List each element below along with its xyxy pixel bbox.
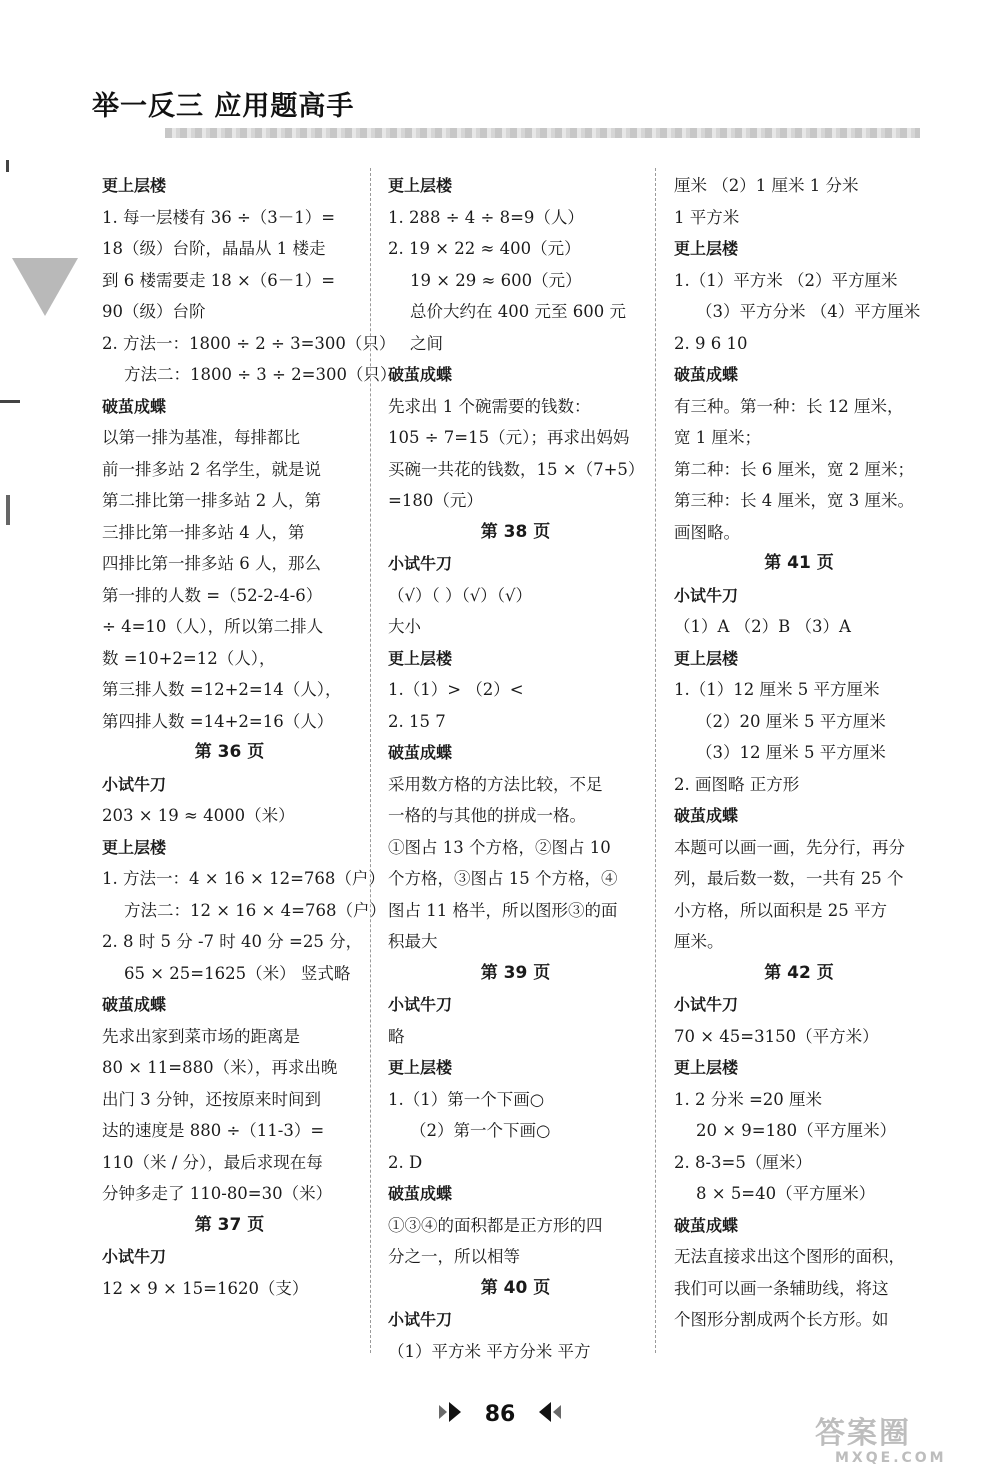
answer-line: 12 × 9 × 15=1620（支）	[102, 1278, 309, 1298]
answer-line: 1. 2 分米 =20 厘米	[674, 1089, 823, 1109]
section-heading: 小试牛刀	[674, 585, 739, 605]
answer-line: （1）平方米 平方分米 平方	[388, 1341, 591, 1361]
answer-line: 1.（1）平方米 （2）平方厘米	[674, 270, 898, 290]
answer-line: 数 =10+2=12（人），	[102, 648, 276, 668]
answer-line: 方法二：1800 ÷ 3 ÷ 2=300（只）	[124, 365, 397, 384]
answer-line: 我们可以画一条辅助线，将这	[674, 1278, 889, 1298]
section-heading: 更上层楼	[674, 1058, 739, 1077]
section-heading: 小试牛刀	[102, 774, 167, 794]
section-heading: 更上层楼	[388, 176, 453, 195]
answer-line: 以第一排为基准，每排都比	[102, 428, 300, 447]
answer-line: 2. 9 6 10	[674, 333, 748, 353]
answer-line: 买碗一共花的钱数，15 ×（7+5）	[388, 459, 645, 479]
answer-line: ÷ 4=10（人），所以第二排人	[102, 617, 324, 636]
backward-arrows-icon	[529, 1401, 563, 1427]
section-heading: 小试牛刀	[102, 1247, 167, 1266]
answer-line: 2. D	[388, 1152, 423, 1172]
answer-line: 小方格，所以面积是 25 平方	[674, 900, 887, 920]
answer-line: 前一排多站 2 名学生，就是说	[102, 459, 321, 479]
answer-line: 出门 3 分钟，还按原来时间到	[102, 1089, 321, 1109]
section-heading: 小试牛刀	[674, 995, 739, 1014]
edge-mark	[0, 400, 20, 403]
answer-line: 厘米。	[674, 932, 724, 951]
answer-line: 2. 8-3=5（厘米）	[674, 1152, 812, 1172]
column-divider	[370, 168, 371, 1353]
answer-line: 80 × 11=880（米），再求出晚	[102, 1058, 338, 1077]
column-divider	[655, 168, 656, 1353]
answer-line: 第三排人数 =12+2=14（人），	[102, 680, 342, 699]
answer-line: （1）A （2）B （3）A	[674, 617, 851, 636]
section-heading: 更上层楼	[674, 239, 739, 258]
answer-line: 先求出 1 个碗需要的钱数：	[388, 396, 591, 416]
answer-line: 1. 方法一：4 × 16 × 12=768（户）	[102, 869, 385, 888]
answer-line: 大小	[388, 617, 421, 636]
section-heading: 小试牛刀	[388, 554, 453, 573]
answer-line: 2. 8 时 5 分 -7 时 40 分 =25 分，	[102, 932, 363, 951]
answer-line: 宽 1 厘米；	[674, 428, 761, 447]
answer-line: （3）12 厘米 5 平方厘米	[696, 743, 886, 762]
answer-line: 本题可以画一画，先分行，再分	[674, 837, 905, 857]
section-heading: 更上层楼	[102, 176, 167, 195]
answer-line: 1.（1）第一个下画○	[388, 1089, 545, 1109]
watermark-logo	[815, 1418, 975, 1470]
answer-line: 分钟多走了 110-80=30（米）	[102, 1184, 333, 1203]
book-title: 举一反三 应用题高手	[92, 91, 355, 122]
watermark-text: 答案圈	[815, 1416, 911, 1451]
answer-line: 第二种：长 6 厘米，宽 2 厘米；	[674, 459, 914, 479]
answer-line: 有三种。第一种：长 12 厘米，	[674, 396, 904, 416]
answer-column-middle	[388, 170, 643, 1367]
answer-line: 第二排比第一排多站 2 人，第	[102, 491, 321, 510]
section-heading: 破茧成蝶	[674, 806, 739, 825]
section-heading: 破茧成蝶	[674, 1215, 739, 1235]
answer-line: 到 6 楼需要走 18 ×（6－1）=	[102, 270, 336, 290]
answer-line: ①图占 13 个方格，②图占 10	[388, 837, 611, 857]
answer-line: 1 平方米	[674, 207, 740, 227]
page-number: 86	[484, 1401, 516, 1427]
page-heading: 第 36 页	[194, 742, 265, 762]
answer-line: （2）20 厘米 5 平方厘米	[696, 711, 886, 731]
answer-line: 8 × 5=40（平方厘米）	[696, 1184, 876, 1203]
answer-line: 203 × 19 ≈ 4000（米）	[102, 806, 295, 825]
answer-line: 第三种：长 4 厘米，宽 3 厘米。	[674, 491, 914, 510]
answer-line: 70 × 45=3150（平方米）	[674, 1026, 879, 1046]
answer-line: 2. 画图略 正方形	[674, 774, 800, 794]
answer-line: 65 × 25=1625（米） 竖式略	[124, 963, 351, 983]
answer-line: 采用数方格的方法比较，不足	[388, 774, 603, 794]
answer-line: =180（元）	[388, 491, 483, 510]
answer-line: 2. 19 × 22 ≈ 400（元）	[388, 239, 581, 258]
answer-line: 第一排的人数 =（52-2-4-6）	[102, 585, 323, 605]
answer-line: 1. 每一层楼有 36 ÷（3－1）=	[102, 207, 336, 227]
answer-line: 20 × 9=180（平方厘米）	[696, 1121, 897, 1140]
answer-column-left	[102, 170, 397, 1304]
answer-line: 四排比第一排多站 6 人，那么	[102, 554, 321, 573]
answer-line: （2）第一个下画○	[410, 1121, 551, 1140]
section-heading: 更上层楼	[102, 837, 167, 857]
answer-line: 2. 方法一：1800 ÷ 2 ÷ 3=300（只）	[102, 333, 396, 353]
answer-line: （√）（ ）（√）（√）	[388, 585, 533, 605]
answer-line: ①③④的面积都是正方形的四	[388, 1215, 603, 1235]
answer-line: 1.（1）> （2）<	[388, 680, 524, 699]
section-heading: 破茧成蝶	[102, 396, 167, 416]
answer-line: 18（级）台阶，晶晶从 1 楼走	[102, 239, 326, 258]
answer-line: 达的速度是 880 ÷（11-3）=	[102, 1121, 325, 1140]
section-heading: 破茧成蝶	[102, 995, 167, 1014]
answer-line: 之间	[410, 333, 443, 353]
page-heading: 第 42 页	[764, 962, 834, 983]
answer-line: 一格的与其他的拼成一格。	[388, 806, 586, 825]
answer-line: 个图形分割成两个长方形。如	[674, 1310, 889, 1329]
answer-line: 1.（1）12 厘米 5 平方厘米	[674, 680, 880, 699]
answer-line: 积最大	[388, 932, 438, 951]
answer-line: 2. 15 7	[388, 711, 446, 731]
section-heading: 破茧成蝶	[388, 743, 453, 762]
page-heading: 第 37 页	[194, 1214, 265, 1235]
page-heading: 第 41 页	[764, 553, 834, 573]
section-heading: 更上层楼	[388, 1058, 453, 1077]
answer-line: 画图略。	[674, 522, 740, 542]
forward-arrows-icon	[437, 1401, 471, 1427]
watermark-url: MXQE.COM	[835, 1450, 947, 1466]
answer-line: 无法直接求出这个图形的面积，	[674, 1247, 905, 1266]
answer-line: 方法二：12 × 16 × 4=768（户）	[124, 900, 386, 920]
edge-mark	[6, 495, 10, 525]
section-heading: 小试牛刀	[388, 995, 453, 1014]
answer-line: 105 ÷ 7=15（元）；再求出妈妈	[388, 428, 630, 447]
answer-line: 三排比第一排多站 4 人，第	[102, 522, 305, 542]
page-heading: 第 40 页	[480, 1277, 551, 1298]
answer-line: 略	[388, 1026, 405, 1046]
section-heading: 更上层楼	[674, 648, 739, 668]
answer-line: 先求出家到菜市场的距离是	[102, 1026, 300, 1046]
answer-line: 总价大约在 400 元至 600 元	[410, 302, 626, 321]
edge-mark	[6, 160, 9, 172]
section-heading: 破茧成蝶	[388, 365, 453, 384]
answer-line: 列，最后数一数，一共有 25 个	[674, 869, 904, 888]
answer-column-right	[674, 170, 924, 1336]
decorative-triangle	[12, 258, 78, 316]
answer-line: 个方格，③图占 15 个方格，④	[388, 869, 618, 888]
section-heading: 更上层楼	[388, 648, 453, 668]
answer-line: 19 × 29 ≈ 600（元）	[410, 270, 582, 290]
section-heading: 小试牛刀	[388, 1310, 453, 1329]
page-heading: 第 39 页	[480, 962, 551, 983]
header-rule	[165, 128, 920, 138]
answer-line: 厘米 （2）1 厘米 1 分米	[674, 176, 859, 195]
section-heading: 破茧成蝶	[388, 1184, 453, 1203]
answer-line: 图占 11 格半，所以图形③的面	[388, 900, 618, 920]
answer-line: 第四排人数 =14+2=16（人）	[102, 711, 334, 731]
answer-line: 1. 288 ÷ 4 ÷ 8=9（人）	[388, 207, 584, 227]
answer-line: 分之一，所以相等	[388, 1247, 520, 1266]
page-heading: 第 38 页	[480, 521, 551, 542]
answer-line: 90（级）台阶	[102, 302, 206, 321]
answer-line: （3）平方分米 （4）平方厘米	[696, 302, 921, 321]
section-heading: 破茧成蝶	[674, 365, 739, 384]
answer-line: 110（米 / 分），最后求现在每	[102, 1152, 323, 1172]
